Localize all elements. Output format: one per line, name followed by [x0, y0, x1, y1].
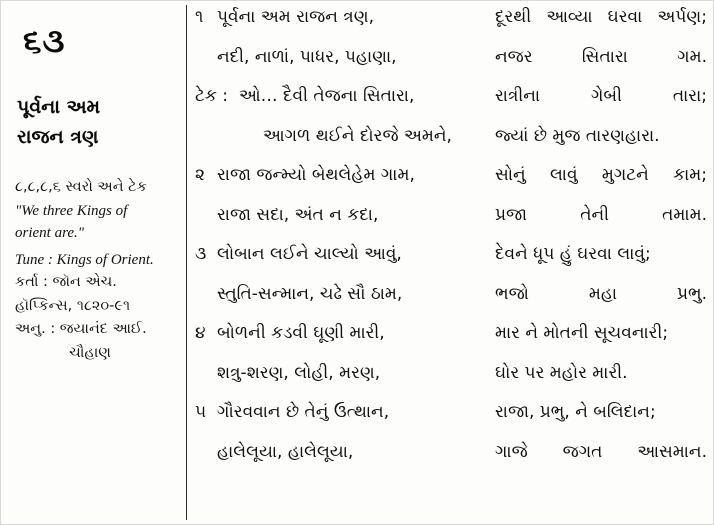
- verse-line: નદી, નાળાં, પાધર, પહાણા,: [217, 46, 397, 67]
- verse-left: [193, 126, 487, 146]
- verse-word: તેની: [580, 204, 609, 225]
- meta-original-title-line-1: "We three Kings of: [15, 202, 128, 219]
- verse-row: [193, 165, 707, 205]
- verse-right: [487, 126, 707, 146]
- verse-line-right: રાજા, પ્રભુ, ને બલિદાન;: [495, 402, 656, 422]
- meta-translator-line-2: ચૌહાણ: [69, 344, 111, 361]
- hymn-title-line-2: રાજન ત્રણ: [17, 125, 99, 148]
- verse-line: સ્તુતિ-સન્માન, ચઢે સૌ ઠામ,: [217, 283, 403, 304]
- verse-line: શત્રુ-શરણ, લોહી, મરણ,: [217, 362, 381, 383]
- verse-line: બોળની કડવી ઘૂણી મારી,: [217, 323, 385, 343]
- verse-line: હાલેલૂયા, હાલેલૂયા,: [217, 441, 354, 462]
- verse-line: આગળ થઈને દોરજે અમને,: [263, 125, 452, 146]
- verse-right: [487, 363, 707, 383]
- verse-word: ગેબી: [591, 86, 622, 106]
- verse-line: ગૌરવવાન છે તેનું ઉત્થાન,: [217, 402, 390, 422]
- verse-word: સોનું: [495, 165, 526, 185]
- verse-left: [193, 402, 487, 422]
- verse-word: તારા;: [672, 86, 707, 106]
- verse-row: [193, 442, 707, 482]
- verse-line-right: [495, 47, 707, 67]
- verse-line: રાજા જન્મ્યો બેથલેહેમ ગામ,: [217, 165, 415, 185]
- meta-translator-line-1: અનુ. : જયાનંદ આઈ.: [15, 321, 147, 338]
- verse-left: [193, 47, 487, 67]
- left-column: [1, 1, 187, 524]
- meta-tune: Tune : Kings of Orient.: [15, 251, 154, 268]
- verse-word: પ્રજા: [495, 204, 528, 225]
- verse-word: તમામ.: [662, 204, 707, 225]
- verse-line-right: [495, 442, 707, 462]
- verse-row: [193, 86, 707, 126]
- hymn-number: ૬૩: [23, 21, 66, 60]
- verse-left: [193, 86, 487, 106]
- verse-left: [193, 244, 487, 264]
- meta-meter: ૮,૮,૮,૬ સ્વરો અને ટેક: [15, 179, 147, 196]
- verse-line: લોબાન લઈને ચાલ્યો આવું,: [217, 244, 402, 264]
- verse-number: ૧: [195, 7, 204, 27]
- verse-word: સિતારા: [581, 46, 628, 67]
- verse-right: [487, 86, 707, 106]
- verse-left: [193, 205, 487, 225]
- verse-word: ઘરવા: [607, 7, 643, 27]
- verse-word: દૂરથી: [495, 7, 532, 27]
- verse-right: [487, 323, 707, 343]
- verse-word: રાત્રીના: [495, 86, 541, 106]
- verse-row: [193, 205, 707, 245]
- verse-word: પ્રભુ.: [676, 283, 707, 304]
- verse-word: ગાજે: [495, 441, 528, 462]
- verse-right: [487, 244, 707, 264]
- verse-row: [193, 244, 707, 284]
- verse-left: [193, 363, 487, 383]
- verse-left: [193, 323, 487, 343]
- verse-right: [487, 47, 707, 67]
- verse-row: [193, 126, 707, 166]
- verse-line-right: [495, 205, 707, 225]
- verse-right: [487, 7, 707, 27]
- meta-author-line-1: કર્તા : જૉન એચ.: [15, 274, 117, 291]
- verse-word: આસમાન.: [637, 441, 707, 462]
- meta-author-line-2: હૉપ્કિન્સ, ૧૮૨૦-૯૧: [15, 297, 131, 314]
- verse-line-right: [495, 165, 707, 185]
- verse-area: [189, 1, 713, 524]
- verse-line-right: [495, 86, 707, 106]
- verse-line-right: [495, 284, 707, 304]
- refrain-label: ટેક :: [195, 86, 229, 106]
- verse-line-right: [495, 7, 707, 27]
- verse-word: કામ;: [673, 165, 707, 185]
- verse-row: [193, 402, 707, 442]
- verse-line-right: જ્યાં છે મુજ તારણહારા.: [495, 125, 660, 146]
- verse-line: રાજા સદા, અંત ન કદા,: [217, 204, 379, 225]
- verse-word: ગમ.: [677, 46, 707, 67]
- verse-line: ઓ… દૈવી તેજના સિતારા,: [239, 86, 415, 106]
- verse-row: [193, 47, 707, 87]
- meta-original-title-line-2: orient are.": [15, 225, 85, 242]
- verse-line-right: ઘોર પર મહોર મારી.: [495, 362, 628, 383]
- verse-row: [193, 284, 707, 324]
- verse-row: [193, 363, 707, 403]
- verse-left: [193, 442, 487, 462]
- verse-line: પૂર્વના અમ રાજન ત્રણ,: [217, 7, 374, 27]
- verse-number: ૫: [195, 402, 207, 422]
- verse-left: [193, 7, 487, 27]
- verse-left: [193, 165, 487, 185]
- verse-row: [193, 7, 707, 47]
- verse-right: [487, 165, 707, 185]
- verse-row: [193, 323, 707, 363]
- verse-line-right: દેવને ધૂપ હું ઘરવા લાવું;: [495, 244, 651, 264]
- verse-line-right: માર ને મોતની સૂચવનારી;: [495, 323, 669, 343]
- verse-word: લાવું: [549, 165, 578, 185]
- verse-word: નજર: [495, 46, 533, 67]
- verse-right: [487, 402, 707, 422]
- verse-right: [487, 442, 707, 462]
- verse-left: [193, 284, 487, 304]
- verse-word: આવ્યા: [546, 7, 593, 27]
- verse-word: મુગટને: [601, 165, 649, 185]
- verse-word: મહા: [588, 283, 618, 304]
- verse-number: ૪: [195, 323, 206, 343]
- verse-word: ભજો: [495, 283, 529, 304]
- verse-right: [487, 205, 707, 225]
- verse-word: અર્પણ;: [657, 7, 707, 27]
- verse-word: જગત: [562, 441, 603, 462]
- hymn-title-line-1: પૂર્વના અમ: [17, 96, 101, 119]
- verse-number: ૨: [195, 165, 205, 185]
- verse-number: ૩: [195, 244, 207, 264]
- hymn-meta-block: [15, 176, 179, 365]
- verse-right: [487, 284, 707, 304]
- hymn-title: [17, 93, 179, 152]
